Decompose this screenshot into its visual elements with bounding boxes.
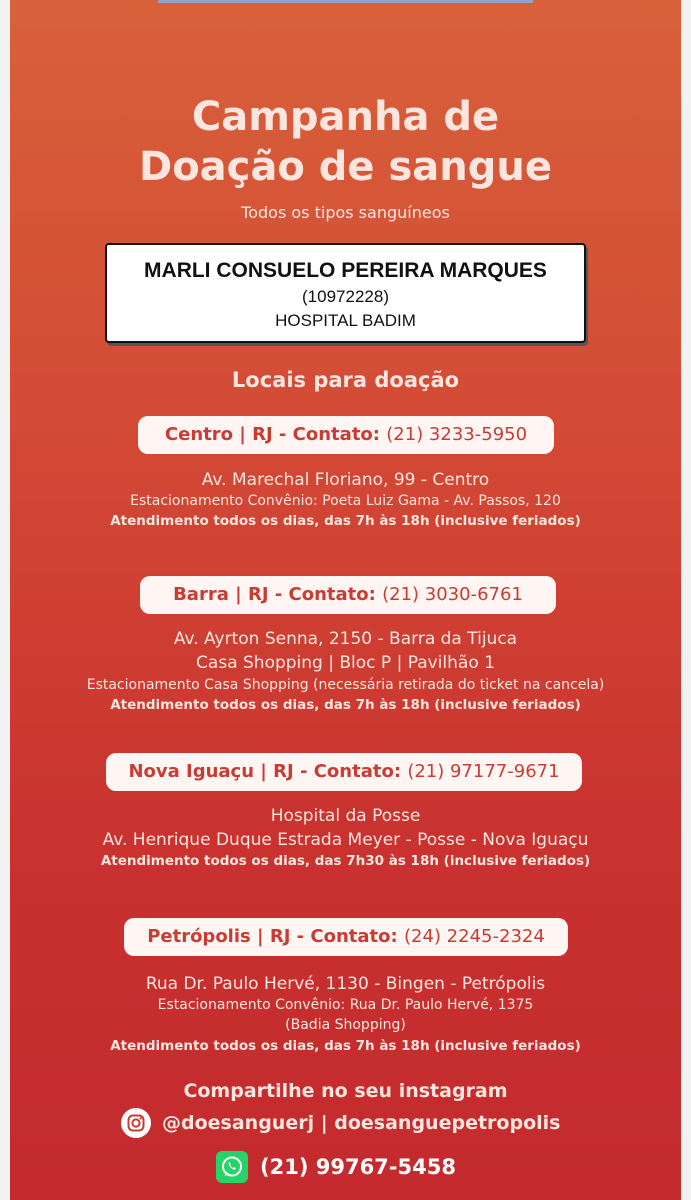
location-phone[interactable]: (21) 3030-6761 — [382, 584, 523, 605]
patient-hospital: HOSPITAL BADIM — [275, 311, 416, 330]
location-address: Hospital da Posse — [270, 806, 421, 826]
location-address-2: Casa Shopping | Bloc P | Pavilhão 1 — [196, 653, 495, 673]
location-parking-2: (Badia Shopping) — [285, 1017, 406, 1033]
patient-id: (10972228) — [302, 287, 389, 306]
location-phone[interactable]: (24) 2245-2324 — [404, 926, 545, 947]
location-hours: Atendimento todos os dias, das 7h às 18h (inclusive feriados) — [110, 513, 581, 529]
top-bar — [158, 0, 533, 3]
location-phone[interactable]: (21) 3233-5950 — [386, 424, 528, 445]
location-hours: Atendimento todos os dias, das 7h30 às 18h (inclusive feriados) — [100, 853, 591, 869]
location-hours: Atendimento todos os dias, das 7h às 18h (inclusive feriados) — [110, 1038, 581, 1054]
whatsapp-row[interactable] — [216, 1150, 456, 1184]
location-address-2: Av. Henrique Duque Estrada Meyer - Posse - Nova Iguaçu — [102, 830, 589, 850]
title-line-1: Campanha de — [191, 94, 500, 140]
locations-title: Locais para doação — [231, 368, 460, 392]
location-address: Rua Dr. Paulo Hervé, 1130 - Bingen - Petrópolis — [145, 974, 546, 994]
location-label: Nova Iguaçu | RJ - Contato: — [128, 761, 402, 782]
location-parking: Estacionamento Convênio: Poeta Luiz Gama - Av. Passos, 120 — [130, 493, 561, 509]
location-hours: Atendimento todos os dias, das 7h às 18h (inclusive feriados) — [110, 697, 581, 713]
location-parking: Estacionamento Casa Shopping (necessária retirada do ticket na cancela) — [86, 677, 605, 693]
title-line-2: Doação de sangue — [139, 144, 552, 190]
instagram-icon — [120, 1107, 152, 1139]
location-pill-petropolis — [124, 918, 568, 956]
location-pill-centro — [138, 416, 554, 454]
whatsapp-icon — [216, 1151, 248, 1183]
instagram-row[interactable] — [120, 1106, 560, 1140]
location-label: Petrópolis | RJ - Contato: — [147, 926, 398, 947]
whatsapp-number[interactable]: (21) 99767-5458 — [260, 1155, 456, 1179]
campaign-title — [0, 92, 691, 192]
patient-box — [105, 243, 586, 343]
patient-name: MARLI CONSUELO PEREIRA MARQUES — [144, 259, 547, 282]
share-text: Compartilhe no seu instagram — [183, 1080, 508, 1102]
location-phone[interactable]: (21) 97177-9671 — [407, 761, 560, 782]
location-address: Av. Ayrton Senna, 2150 - Barra da Tijuca — [173, 629, 518, 649]
location-address: Av. Marechal Floriano, 99 - Centro — [201, 470, 490, 490]
instagram-handles[interactable]: @doesanguerj | doesanguepetropolis — [162, 1112, 561, 1134]
location-pill-barra — [140, 576, 556, 614]
location-label: Centro | RJ - Contato: — [164, 424, 380, 445]
location-pill-nova-iguacu — [106, 753, 582, 791]
subtitle: Todos os tipos sanguíneos — [241, 203, 450, 222]
location-parking: Estacionamento Convênio: Rua Dr. Paulo Hervé, 1375 — [157, 997, 534, 1013]
location-label: Barra | RJ - Contato: — [173, 584, 376, 605]
